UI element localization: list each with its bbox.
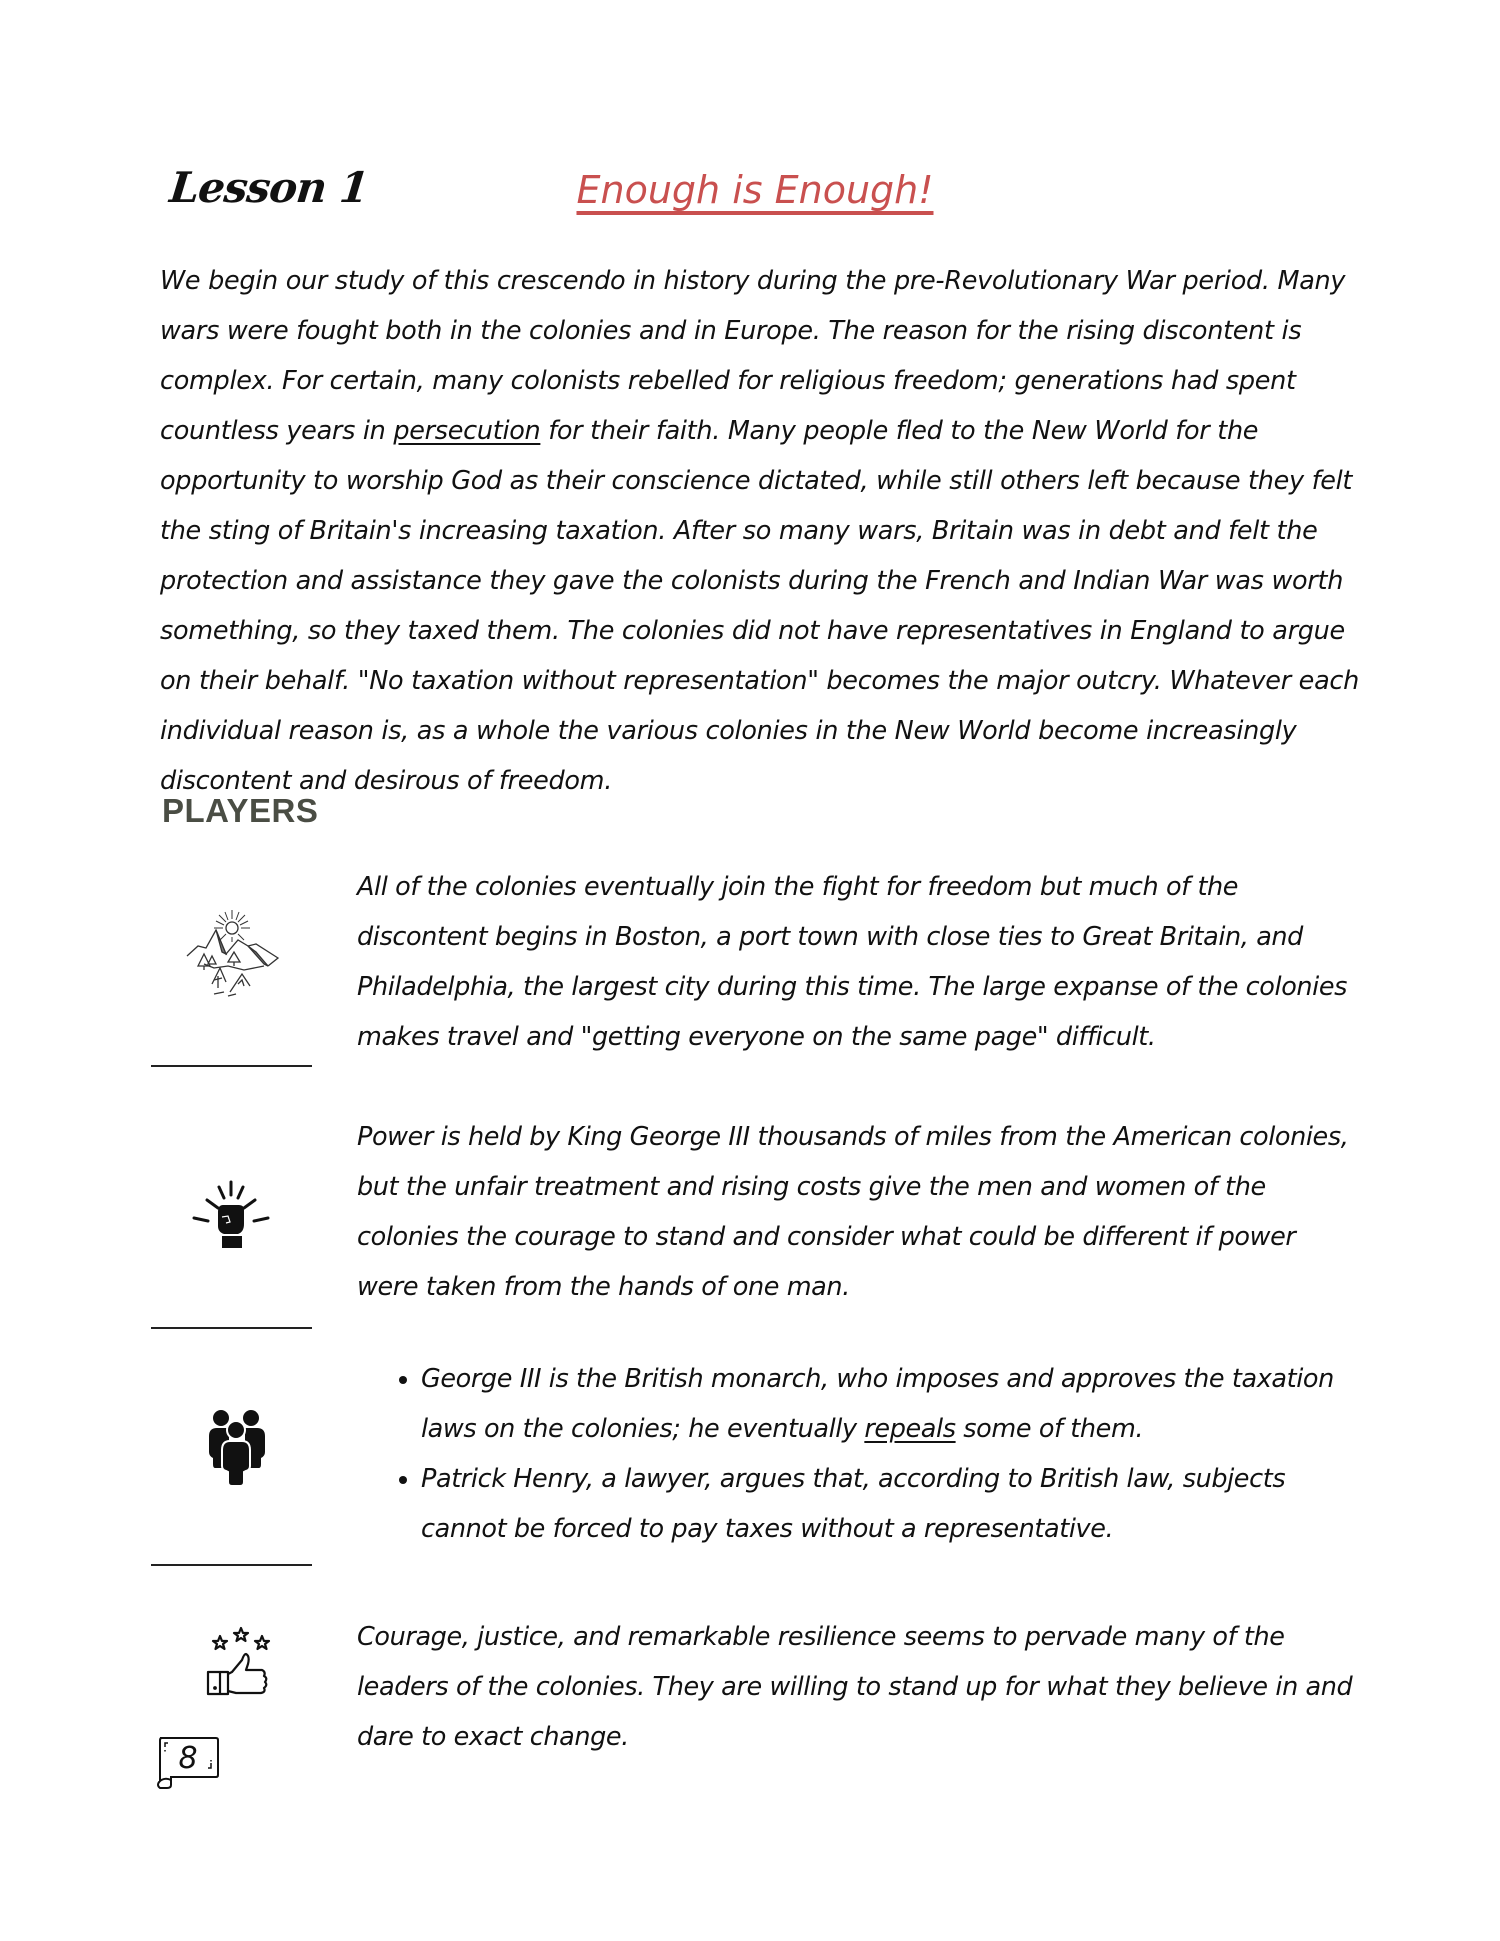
player-section-bullets bbox=[357, 1354, 1357, 1554]
player-section-text: Power is held by King George III thousands of miles from the American colonies, but the unfair treatment and rising costs give the men and women of the colonies the courage to stand and consider what could be different if power were taken from the hands of one man. bbox=[357, 1122, 1349, 1302]
mountain-landscape-icon bbox=[184, 906, 280, 998]
people-group-icon bbox=[207, 1408, 267, 1488]
player-section-text: All of the colonies eventually join the fight for freedom but much of the discontent begins in Boston, a port town with close ties to Great Britain, and Philadelphia, the largest city during this time. The large expanse of the colonies makes travel and "getting everyone on the same page" difficult. bbox=[357, 872, 1348, 1052]
intro-text-part-2: for their faith. Many people fled to the New World for the opportunity to worship God as their conscience dictated, while still others left because they felt the sting of Britain's increasing taxation. After so many wars, Britain was in debt and felt the protection and assistance they gave the colonists during the French and Indian War was worth something, so they taxed them. The colonies did not have representatives in England to argue on their behalf. "No taxation without representation" becomes the major outcry. Whatever each individual reason is, as a whole the various colonies in the New World become increasingly discontent and desirous of freedom. bbox=[160, 416, 1359, 796]
bullet-item: • Patrick Henry, a lawyer, argues that, according to British law, subjects cannot be forced to pay taxes without a representative. bbox=[421, 1454, 1357, 1554]
player-section-traits bbox=[150, 1618, 1380, 1758]
player-section-people bbox=[150, 1358, 1380, 1578]
page-number-badge bbox=[155, 1735, 221, 1791]
section-divider bbox=[151, 1065, 312, 1067]
player-section-text: Courage, justice, and remarkable resilience seems to pervade many of the leaders of the colonies. They are willing to stand up for what they believe in and dare to exact change. bbox=[357, 1622, 1353, 1752]
vocab-term-repeals: repeals bbox=[864, 1414, 956, 1444]
bullet-text-part-1: George III is the British monarch, who imposes and approves the taxation laws on the colonies; he eventually bbox=[421, 1364, 1334, 1444]
page-title-text: Enough is Enough! bbox=[576, 168, 934, 212]
raised-fist-icon bbox=[176, 1180, 286, 1250]
intro-text-part-1: We begin our study of this crescendo in history during the pre-Revolutionary War period. Many wars were fought both in the colonies and in Europe. The reason for the rising discontent is complex. For certain, many colonists rebelled for religious freedom; generations had spent countless years in bbox=[160, 266, 1346, 446]
players-heading: PLAYERS bbox=[162, 792, 319, 829]
lesson-label: Lesson 1 bbox=[167, 163, 371, 212]
bullet-list bbox=[357, 1354, 1357, 1554]
intro-paragraph bbox=[160, 256, 1370, 806]
page-number: 8 bbox=[178, 1741, 198, 1776]
thumbs-up-stars-icon bbox=[206, 1626, 276, 1698]
player-section-places bbox=[150, 868, 1380, 1083]
section-divider bbox=[151, 1564, 312, 1566]
bullet-item bbox=[421, 1354, 1357, 1454]
player-section-power bbox=[150, 1118, 1380, 1338]
page-title bbox=[0, 168, 1500, 212]
section-divider bbox=[151, 1327, 312, 1329]
vocab-term-persecution: persecution bbox=[393, 416, 541, 446]
bullet-text-part-2: some of them. bbox=[955, 1414, 1144, 1444]
